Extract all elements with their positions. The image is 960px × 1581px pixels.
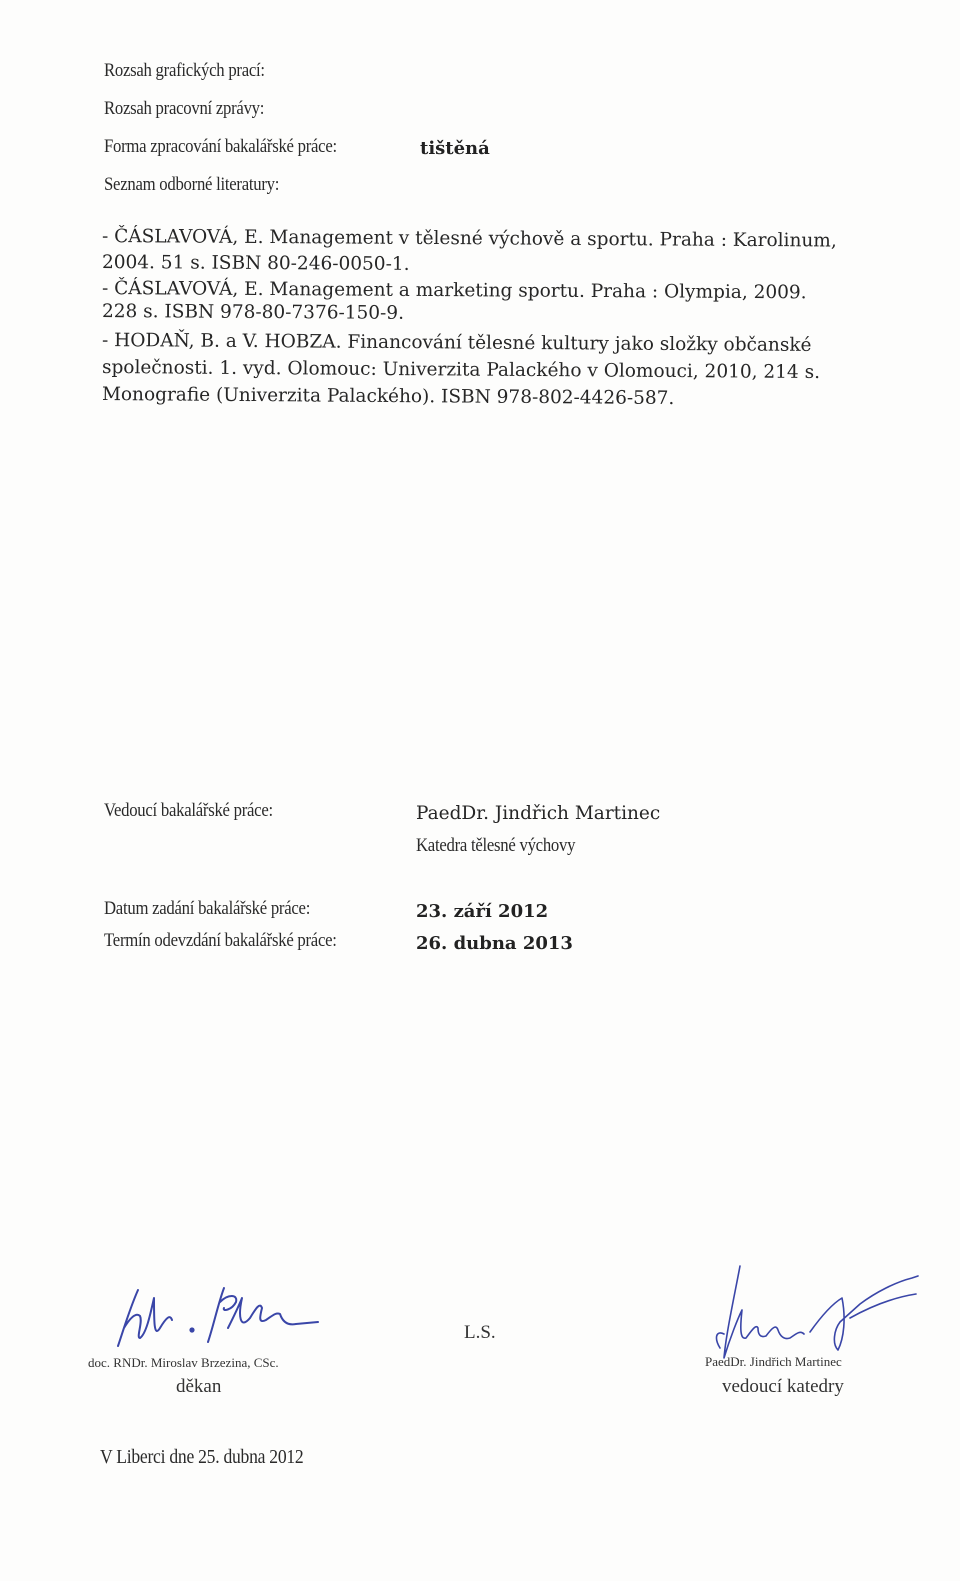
form-label: Forma zpracování bakalářské práce: [104, 136, 337, 157]
literature-line: 2004. 51 s. ISBN 80-246-0050-1. [101, 252, 410, 275]
report-scope-label: Rozsah pracovní zprávy: [104, 98, 265, 119]
supervisor-department: Katedra tělesné výchovy [416, 835, 576, 856]
literature-line: - ČÁSLAVOVÁ, E. Management v tělesné výchově a sportu. Praha : Karolinum, [101, 226, 837, 252]
form-value: tištěná [420, 138, 490, 159]
literature-line: - ČÁSLAVOVÁ, E. Management a marketing sportu. Praha : Olympia, 2009. [101, 278, 807, 304]
dean-signature [110, 1268, 320, 1358]
graphics-scope-label: Rozsah grafických prací: [104, 60, 265, 81]
literature-line: 228 s. ISBN 978-80-7376-150-9. [101, 301, 405, 324]
literature-label: Seznam odborné literatury: [104, 174, 280, 195]
supervisor-label: Vedoucí bakalářské práce: [104, 800, 273, 821]
deadline-label: Termín odevzdání bakalářské práce: [104, 930, 337, 951]
head-role: vedoucí katedry [722, 1376, 844, 1397]
deadline-value: 26. dubna 2013 [416, 933, 573, 954]
assigned-date-label: Datum zadání bakalářské práce: [104, 898, 311, 919]
supervisor-name: PaedDr. Jindřich Martinec [416, 803, 661, 824]
dean-role: děkan [176, 1376, 222, 1397]
stamp-mark: L.S. [464, 1322, 496, 1343]
literature-line: společnosti. 1. vyd. Olomouc: Univerzita Palackého v Olomouci, 2010, 214 s. [101, 357, 821, 384]
assigned-date-value: 23. září 2012 [416, 901, 549, 922]
head-name: PaedDr. Jindřich Martinec [705, 1354, 842, 1369]
place-and-date: V Liberci dne 25. dubna 2012 [100, 1446, 304, 1468]
dean-name: doc. RNDr. Miroslav Brzezina, CSc. [88, 1355, 279, 1370]
literature-line: Monografie (Univerzita Palackého). ISBN 978-802-4426-587. [101, 384, 675, 409]
literature-line: - HODAŇ, B. a V. HOBZA. Financování tělesné kultury jako složky občanské [101, 330, 812, 356]
